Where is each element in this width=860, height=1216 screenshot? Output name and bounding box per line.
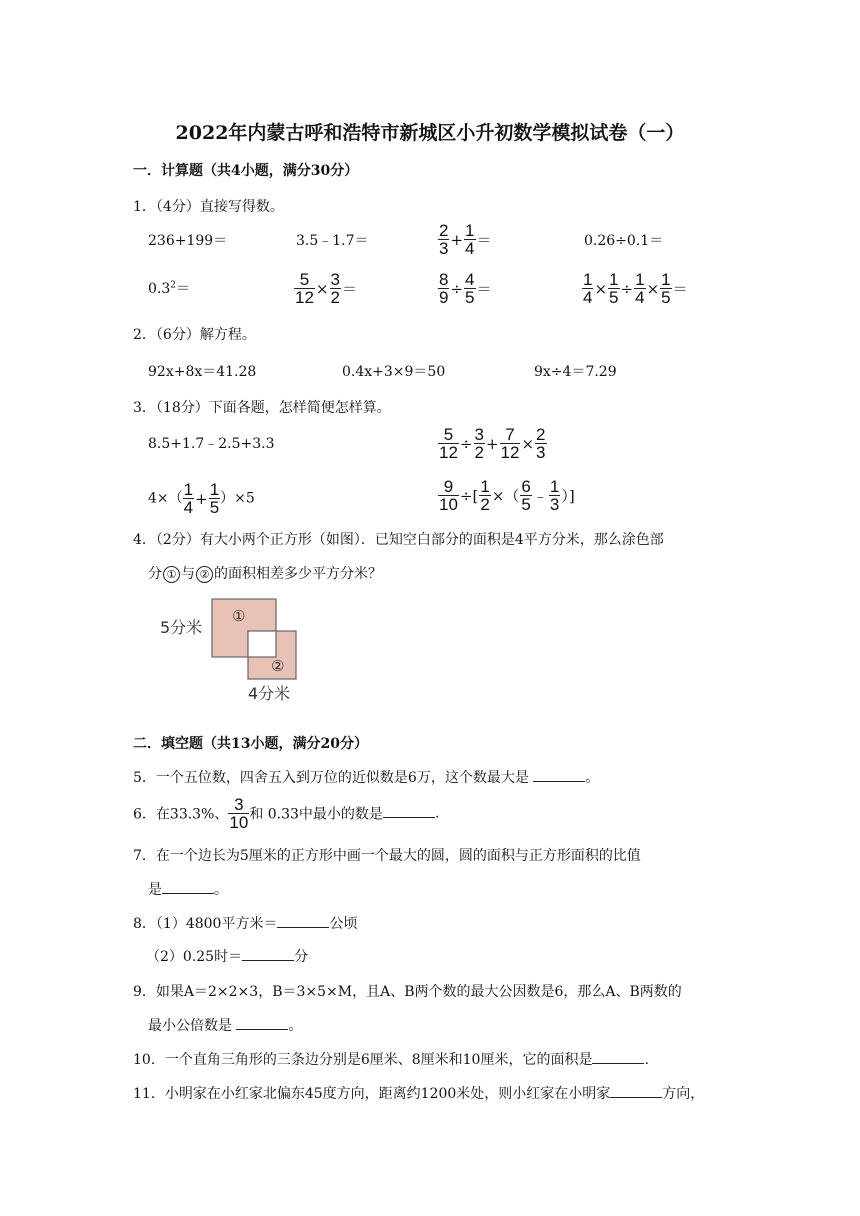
q8-part-1: 8．（1）4800平方米＝ 公顷 [133, 913, 357, 933]
fraction: $\frac{1}{4}$ [183, 480, 194, 517]
answer-blank[interactable] [592, 1049, 644, 1064]
answer-blank[interactable] [533, 767, 585, 782]
fraction: $\frac{1}{5}$ [609, 270, 619, 307]
q1-item-1: 236+199＝ [148, 233, 228, 249]
fraction: $\frac{4}{5}$ [465, 270, 475, 307]
q10-text: 10．一个直角三角形的三条边分别是6厘米、8厘米和10厘米，它的面积是 . [133, 1049, 649, 1069]
q8-part-2: （2）0.25时＝ 分 [146, 946, 308, 966]
q2-text: 2．（6分）解方程。 [133, 327, 256, 343]
fraction: $\frac{2}{3}$ [439, 221, 449, 258]
q6-text: 6．在33.3%、 $\frac{3}{10}$ 和 0.33中最小的数是 . [133, 795, 440, 832]
figure-mark-1: ① [232, 607, 246, 625]
section-2-heading: 二．填空题（共13小题，满分20分） [133, 736, 368, 752]
q3-expression-3: 4×（ $\frac{1}{4}$ + $\frac{1}{5}$ ）×5 [148, 480, 255, 517]
fraction: $\frac{1}{4}$ [635, 270, 645, 307]
q5-text: 5．一个五位数，四舍五入到万位的近似数是6万，这个数最大是 。 [133, 767, 599, 787]
answer-blank[interactable] [236, 1015, 288, 1030]
section-1-heading: 一．计算题（共4小题，满分30分） [133, 163, 359, 179]
answer-blank[interactable] [610, 1083, 662, 1098]
q7-line-2: 是 。 [148, 879, 228, 899]
answer-blank[interactable] [242, 946, 294, 961]
fraction: $\frac{3}{2}$ [474, 425, 484, 462]
fraction: $\frac{1}{4}$ [583, 270, 593, 307]
fraction: $\frac{5}{12}$ [295, 270, 314, 307]
q1-item-8: $\frac{1}{4}$ × $\frac{1}{5}$ ÷ $\frac{1}{4}$ × $\frac{1}{5}$ ＝ [583, 270, 688, 307]
fraction: $\frac{1}{5}$ [209, 480, 220, 517]
q2-equation-2: 0.4x+3×9＝50 [342, 364, 446, 380]
fraction: $\frac{5}{12}$ [439, 425, 458, 462]
q4-line-2: 分 ① 与 ② 的面积相差多少平方分米？ [148, 566, 382, 582]
fraction: $\frac{1}{3}$ [549, 477, 560, 514]
q1-item-7: $\frac{8}{9}$ ÷ $\frac{4}{5}$ ＝ [439, 270, 492, 307]
fraction: $\frac{1}{5}$ [661, 270, 671, 307]
q3-expression-2: $\frac{5}{12}$ ÷ $\frac{3}{2}$ + $\frac{7}{12}$ × $\frac{2}{3}$ [439, 425, 546, 462]
fraction: $\frac{8}{9}$ [439, 270, 449, 307]
fraction: $\frac{2}{3}$ [536, 425, 546, 462]
fraction: $\frac{6}{5}$ [521, 477, 531, 514]
q7-line-1: 7．在一个边长为5厘米的正方形中画一个最大的圆，圆的面积与正方形面积的比值 [133, 848, 641, 864]
q9-line-1: 9．如果A＝2×2×3，B＝3×5×M，且A、B两个数的最大公因数是6，那么A、B两数的 [133, 984, 682, 1000]
answer-blank[interactable] [277, 913, 329, 928]
q1-item-2: 3.5﹣1.7＝ [296, 233, 369, 249]
q4-figure [150, 595, 315, 707]
fraction: $\frac{3}{10}$ [229, 795, 249, 832]
page-title: 2022年内蒙古呼和浩特市新城区小升初数学模拟试卷（一） [175, 122, 685, 144]
fraction: $\frac{1}{2}$ [480, 477, 490, 514]
fraction: $\frac{1}{4}$ [465, 221, 475, 258]
fraction: $\frac{3}{2}$ [330, 270, 340, 307]
answer-blank[interactable] [383, 803, 435, 818]
q3-expression-4: $\frac{9}{10}$ ÷[ $\frac{1}{2}$ ×（ $\frac{6}{5}$ ﹣ $\frac{1}{3}$ ）] [439, 477, 575, 514]
q2-equation-1: 92x+8x＝41.28 [148, 364, 257, 380]
q1-item-5: $0.3^2=$ [148, 280, 190, 297]
answer-blank[interactable] [162, 879, 214, 894]
fraction: $\frac{9}{10}$ [439, 477, 458, 514]
q9-line-2: 最小公倍数是 。 [148, 1015, 302, 1035]
figure-label-4dm: 4分米 [248, 684, 291, 703]
figure-mark-2: ② [271, 657, 285, 675]
q4-line-1: 4．（2分）有大小两个正方形（如图）．已知空白部分的面积是4平方分米，那么涂色部 [133, 532, 664, 548]
circle-mark-2: ② [196, 566, 213, 583]
q3-expression-1: 8.5+1.7﹣2.5+3.3 [148, 436, 275, 452]
overlap-blank-region [248, 631, 276, 657]
figure-label-5dm: 5分米 [160, 618, 203, 637]
q11-text: 11．小明家在小红家北偏东45度方向，距离约1200米处，则小红家在小明家 方向， [133, 1083, 704, 1103]
q1-item-6: $\frac{5}{12}$ × $\frac{3}{2}$ ＝ [295, 270, 357, 307]
q2-equation-3: 9x÷4＝7.29 [534, 364, 617, 380]
q1-text: 1．（4分）直接写得数。 [133, 199, 284, 215]
q1-item-3: $\frac{2}{3}$ + $\frac{1}{4}$ ＝ [439, 221, 492, 258]
circle-mark-1: ① [163, 566, 180, 583]
fraction: $\frac{7}{12}$ [500, 425, 520, 462]
q1-item-4: 0.26÷0.1＝ [584, 233, 664, 249]
q3-text: 3．（18分）下面各题，怎样简便怎样算。 [133, 400, 391, 416]
